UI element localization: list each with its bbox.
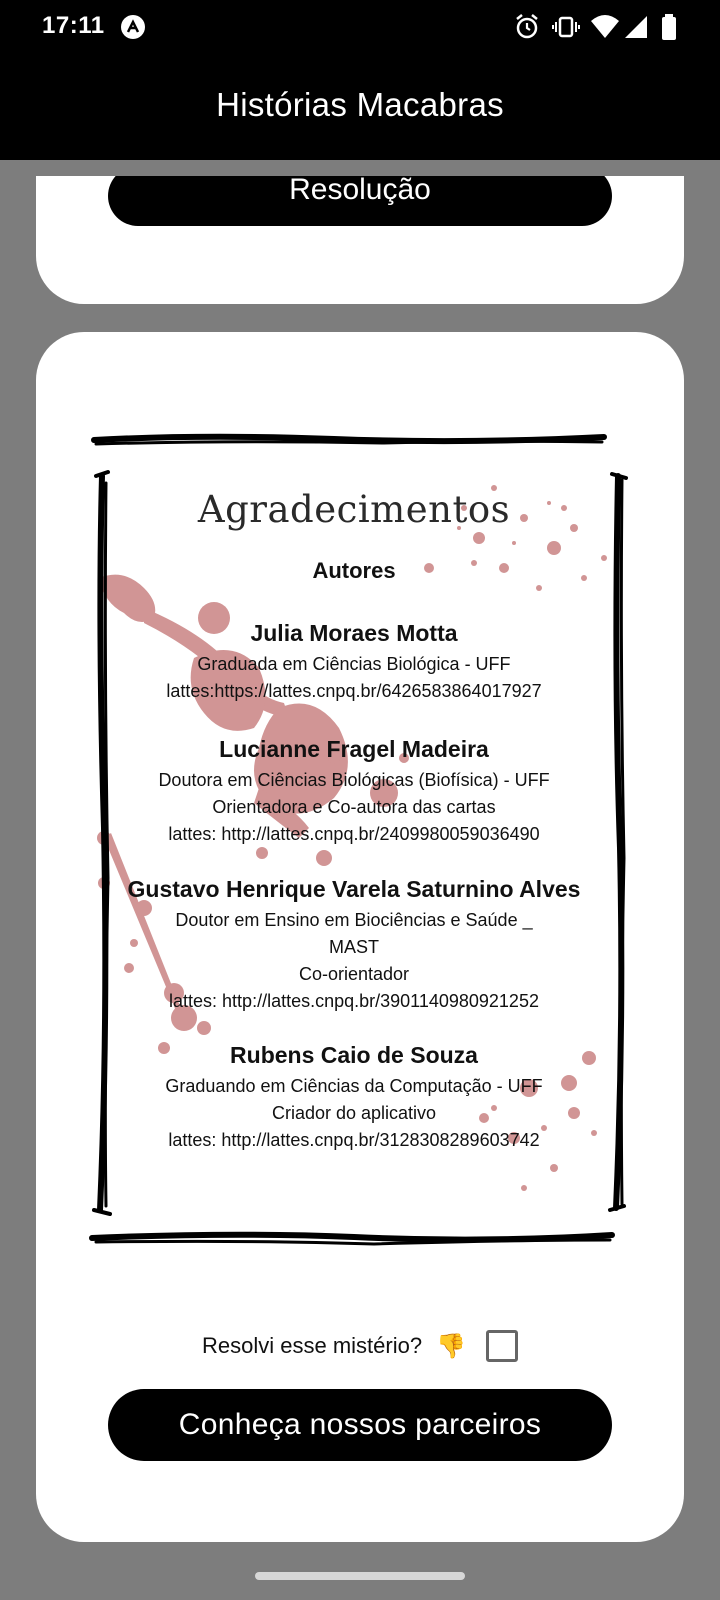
author-detail: Doutora em Ciências Biológicas (Biofísica) - UFF <box>158 770 550 790</box>
battery-icon <box>660 13 678 41</box>
acknowledgements-card <box>36 332 684 1542</box>
partners-button[interactable]: Conheça nossos parceiros <box>108 1389 612 1461</box>
credits-text <box>84 428 644 1258</box>
status-bar <box>0 0 720 56</box>
author-entry <box>84 876 624 1015</box>
author-name: Gustavo Henrique Varela Saturnino Alves <box>127 876 581 902</box>
mystery-checkbox-row <box>36 1326 684 1366</box>
author-lattes: lattes: http://lattes.cnpq.br/3128308289603742 <box>168 1130 540 1150</box>
mystery-label: Resolvi esse mistério? <box>202 1333 423 1358</box>
author-detail: Co-orientador <box>298 964 410 984</box>
thumbs-down-icon: 👎 <box>436 1332 466 1360</box>
resolution-button[interactable]: Resolução <box>108 176 612 226</box>
author-entry <box>84 736 624 848</box>
clock: 17:11 <box>42 12 105 39</box>
author-entry <box>84 620 624 705</box>
author-detail: Criador do aplicativo <box>271 1103 437 1123</box>
acknowledgements-image <box>84 428 644 1258</box>
author-lattes: lattes: http://lattes.cnpq.br/3901140980921252 <box>169 991 539 1011</box>
alarm-icon <box>514 13 540 41</box>
author-detail: Graduada em Ciências Biológica - UFF <box>197 654 511 674</box>
credits-title: Agradecimentos <box>197 488 511 531</box>
author-detail: Doutor em Ensino em Biociências e Saúde _ <box>175 910 533 930</box>
vibrate-icon <box>552 13 580 41</box>
wifi-icon <box>590 13 620 41</box>
app-bar <box>0 56 720 160</box>
author-name: Rubens Caio de Souza <box>230 1042 478 1068</box>
author-entry <box>84 1042 624 1154</box>
previous-card <box>36 176 684 304</box>
author-detail: MAST <box>328 937 379 957</box>
signal-icon <box>624 13 648 41</box>
page-title: Histórias Macabras <box>216 86 504 123</box>
author-lattes: lattes:https://lattes.cnpq.br/6426583864017927 <box>166 681 542 701</box>
author-name: Julia Moraes Motta <box>250 620 458 646</box>
author-lattes: lattes: http://lattes.cnpq.br/2409980059036490 <box>168 824 540 844</box>
home-indicator[interactable] <box>255 1572 465 1580</box>
author-detail: Graduando em Ciências da Computação - UFF <box>165 1076 543 1096</box>
app-notification-icon <box>120 14 146 40</box>
author-detail: Orientadora e Co-autora das cartas <box>212 797 496 817</box>
mystery-solved-checkbox[interactable] <box>486 1330 518 1362</box>
author-name: Lucianne Fragel Madeira <box>219 736 489 762</box>
credits-subtitle: Autores <box>312 558 396 583</box>
